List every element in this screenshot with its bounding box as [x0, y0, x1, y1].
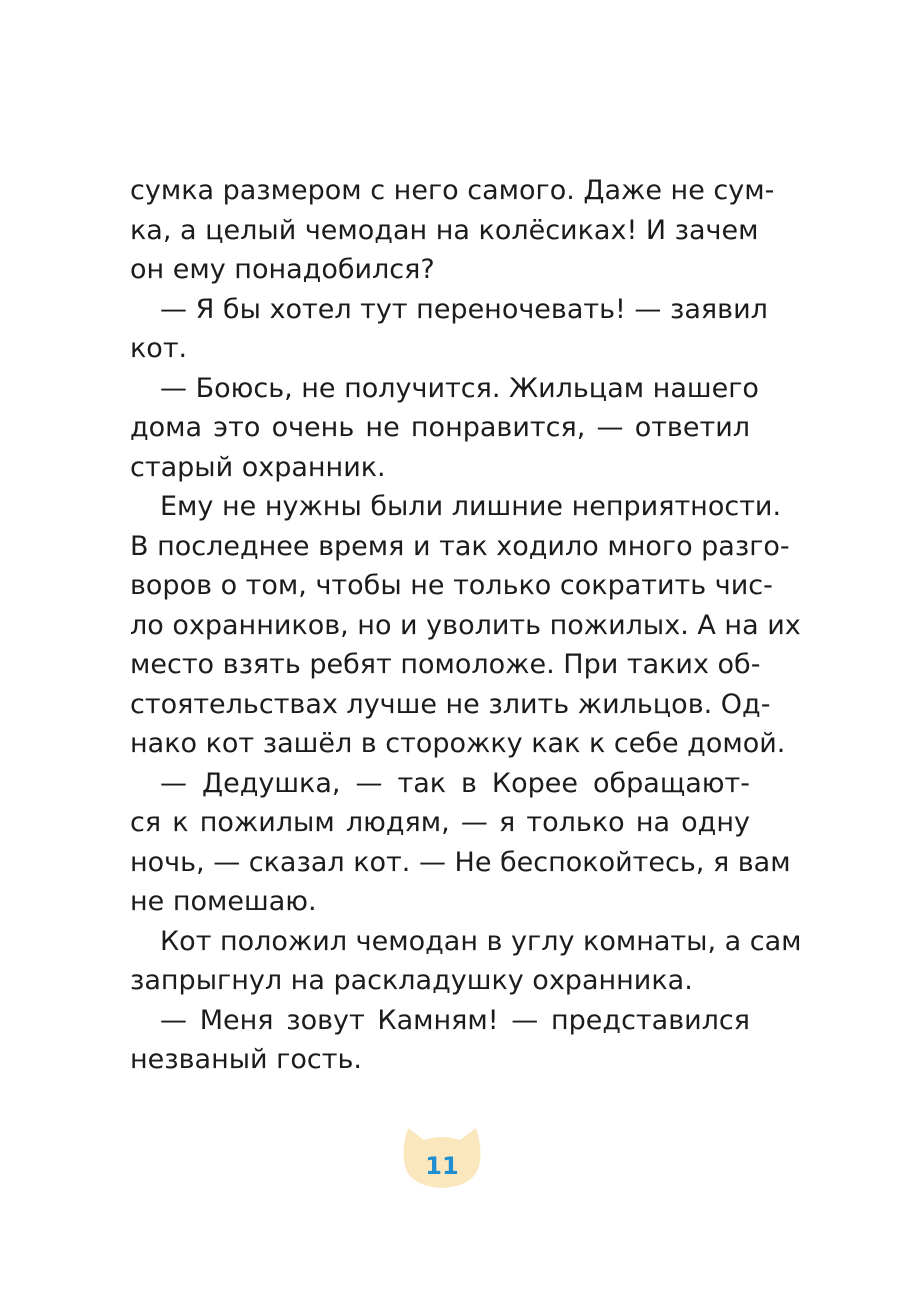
- paragraph: [130, 369, 759, 488]
- text-line: запрыгнул на раскладушку охранника.: [130, 965, 693, 996]
- text-line: сумка размером с него самого. Даже не сум-: [130, 175, 775, 206]
- text-line: — Дедушка, — так в Корее обращают-: [160, 767, 750, 799]
- text-line: воров о том, чтобы не только сократить чис-: [130, 570, 773, 601]
- text-line: он ему понадобился?: [130, 254, 435, 285]
- text-line: не помешаю.: [130, 886, 317, 917]
- paragraph: [130, 487, 801, 764]
- page-number-badge: [402, 1122, 482, 1190]
- text-line: Кот положил чемодан в углу комнаты, а сам: [160, 925, 802, 957]
- text-line: нако кот зашёл в сторожку как к себе домой.: [130, 728, 786, 759]
- text-line: ка, а целый чемодан на колёсиках! И зачем: [130, 214, 759, 246]
- text-line: незваный гость.: [130, 1044, 362, 1075]
- body-text: [130, 171, 802, 1080]
- page-number: 11: [425, 1152, 459, 1180]
- text-line: дома это очень не понравится, — ответил: [130, 412, 750, 443]
- paragraph: [130, 1001, 750, 1080]
- text-line: В последнее время и так ходило много разго-: [130, 530, 790, 562]
- paragraph: [130, 922, 802, 1001]
- paragraph: [130, 290, 768, 369]
- text-line: — Меня зовут Камням! — представился: [160, 1004, 750, 1036]
- text-line: место взять ребят помоложе. При таких об-: [130, 649, 761, 680]
- text-line: старый охранник.: [130, 451, 386, 483]
- text-line: — Я бы хотел тут переночевать! — заявил: [160, 293, 768, 325]
- text-line: ло охранников, но и уволить пожилых. А на их: [130, 609, 801, 641]
- paragraph: [130, 171, 775, 290]
- text-line: ночь, — сказал кот. — Не беспокойтесь, я вам: [130, 846, 791, 878]
- text-line: — Боюсь, не получится. Жильцам нашего: [160, 372, 759, 404]
- text-line: кот.: [130, 333, 188, 364]
- text-line: стоятельствах лучше не злить жильцов. Од-: [130, 688, 771, 720]
- text-line: ся к пожилым людям, — я только на одну: [130, 807, 750, 838]
- paragraph: [130, 764, 791, 922]
- text-line: Ему не нужны были лишние неприятности.: [160, 491, 782, 522]
